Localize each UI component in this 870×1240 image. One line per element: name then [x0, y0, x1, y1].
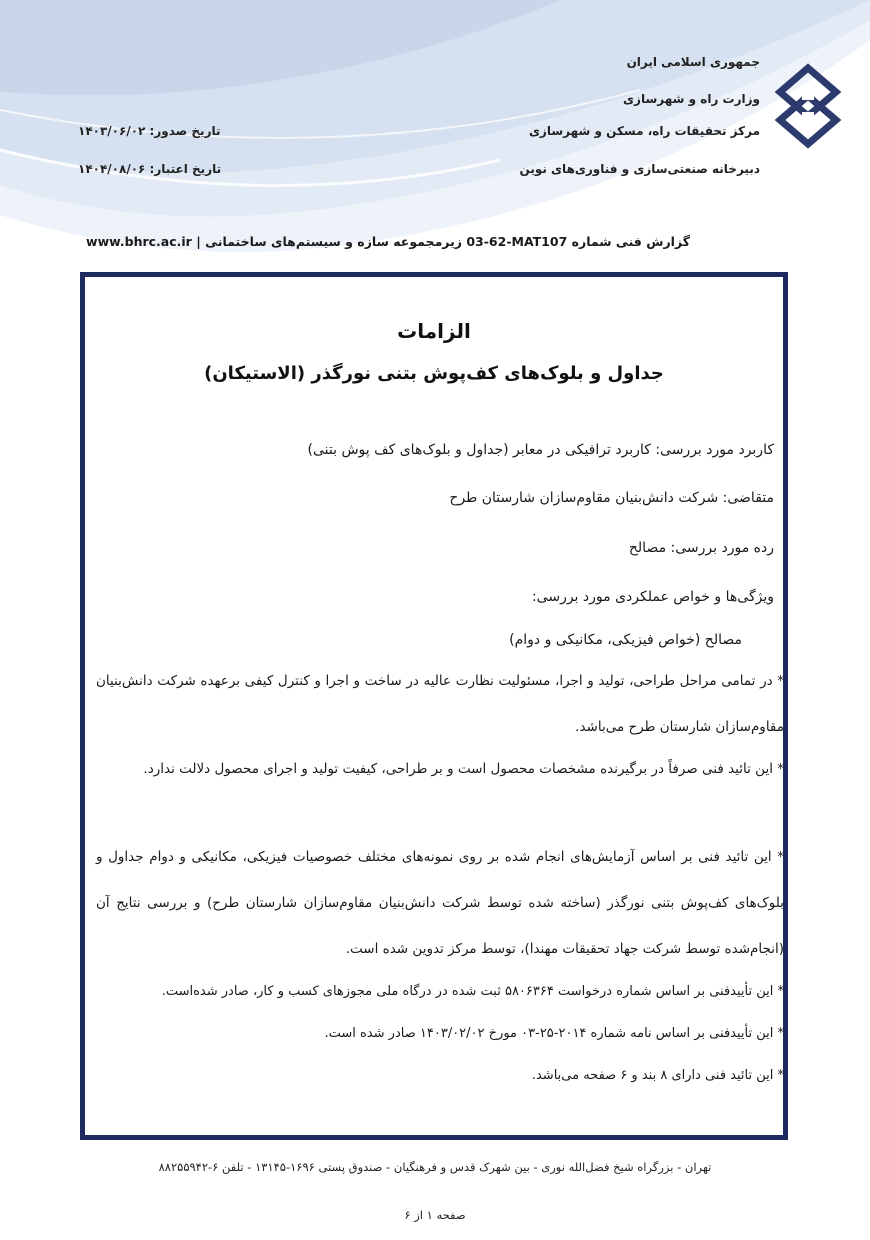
paragraph-supervision: * در تمامی مراحل طراحی، تولید و اجرا، مسئولیت نظارت عالیه در ساخت و اجرا و کنترل کیفی برعهده شرکت دانش‌بنیان مقاوم‌سازان شارستان طرح می‌باشد. — [96, 673, 784, 735]
note-request: * این تأییدفنی بر اساس شماره درخواست ۵۸۰۶۳۶۴ ثبت شده در درگاه ملی مجوزهای کسب و کار، صادر شده‌است. — [161, 984, 784, 999]
materials-line: مصالح (خواص فیزیکی، مکانیکی و دوام) — [509, 632, 742, 648]
paragraph-tests: * این تائید فنی بر اساس آزمایش‌های انجام شده بر روی نمونه‌های مختلف خصوصیات فیزیکی، مکانیکی و دوام جداول و بلوک‌های کف‌پوش بتنی نورگذر (ساخته شده توسط شرکت دانش‌بنیان مقاوم‌سازان شارستان طرح) و بررسی نتایج آن (انجام‌شده توسط شرکت جهاد تحقیقات مهندا)، توسط مرکز تدوین شده است. — [96, 849, 784, 957]
report-number: 03-62-MAT107 — [466, 234, 568, 249]
org-line-4: دبیرخانه صنعتی‌سازی و فناوری‌های نوین — [519, 162, 760, 176]
report-line — [86, 234, 690, 249]
org-line-2: وزارت راه و شهرسازی — [623, 92, 760, 106]
footer-address: تهران - بزرگراه شیخ فضل‌الله نوری - بین شهرک قدس و فرهنگیان - صندوق پستی ۱۶۹۶-۱۳۱۴۵ - تلفن ۶-۸۸۲۵۵۹۴۲ — [158, 1160, 712, 1174]
doc-title: الزامات — [397, 319, 471, 343]
report-prefix: گزارش فنی شماره — [571, 234, 690, 249]
website-link[interactable]: www.bhrc.ac.ir — [86, 234, 192, 249]
field-applicant: متقاضی: شرکت دانش‌بنیان مقاوم‌سازان شارستان طرح — [449, 490, 774, 506]
bhrc-logo-icon — [766, 62, 850, 150]
field-application: کاربرد مورد بررسی: کاربرد ترافیکی در معابر (جداول و بلوک‌های کف پوش بتنی) — [307, 442, 774, 458]
paragraph-scope: * این تائید فنی صرفاً در برگیرنده مشخصات محصول است و بر طراحی، کیفیت تولید و اجرای محصول دلالت ندارد. — [143, 761, 784, 777]
doc-subtitle: جداول و بلوک‌های کف‌پوش بتنی نورگذر (الاستیکان) — [204, 363, 664, 384]
issue-date: تاریخ صدور: ۱۴۰۳/۰۶/۰۲ — [78, 124, 221, 138]
note-letter: * این تأییدفنی بر اساس نامه شماره ۲۰۱۴-۲۵-۰۳ مورخ ۱۴۰۳/۰۲/۰۲ صادر شده است. — [324, 1026, 784, 1041]
validity-date: تاریخ اعتبار: ۱۴۰۴/۰۸/۰۶ — [78, 162, 222, 176]
report-suffix: زیرمجموعه سازه و سیستم‌های ساختمانی | — [196, 234, 462, 249]
page-number: صفحه ۱ از ۶ — [404, 1208, 466, 1222]
field-category: رده مورد بررسی: مصالح — [628, 540, 774, 556]
org-line-1: جمهوری اسلامی ایران — [626, 55, 760, 69]
features-heading: ویژگی‌ها و خواص عملکردی مورد بررسی: — [531, 589, 774, 605]
note-pages: * این تائید فنی دارای ۸ بند و ۶ صفحه می‌باشد. — [531, 1068, 784, 1083]
org-line-3: مرکز تحقیقات راه، مسکن و شهرسازی — [528, 124, 760, 138]
